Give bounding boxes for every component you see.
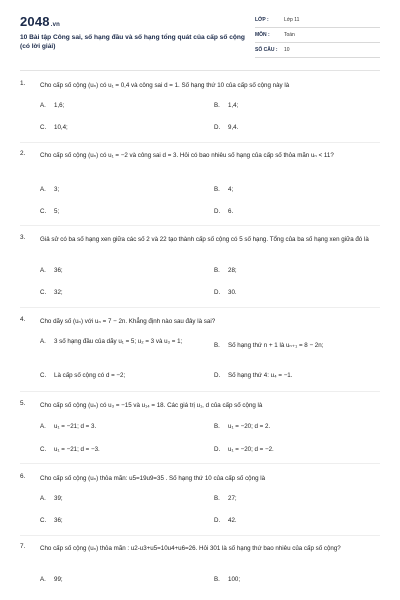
question-text: Cho cấp số cộng (uₙ) có u₁ = 0,4 và công sai d = 1. Số hạng thứ 10 của cấp số cộng này là — [40, 82, 290, 89]
option-text: 9,4. — [228, 124, 239, 131]
option-text: 30. — [228, 289, 237, 296]
question-divider — [20, 307, 380, 308]
option-c[interactable]: C. 5; — [40, 208, 60, 215]
option-a[interactable]: A. 3 số hạng đầu của dãy u₁ = 5; u₂ = 3 và u₃ = 1; — [40, 337, 200, 346]
option-b[interactable]: B. 1,4; — [214, 102, 239, 109]
option-text: 100; — [228, 576, 241, 583]
option-b[interactable]: B. 4; — [214, 186, 234, 193]
question-text: Cho cấp số cộng (uₙ) có u₁ = −2 và công sai d = 3. Hỏi có bao nhiêu số hạng của cấp số thỏa mãn uₙ < 11? — [40, 152, 334, 159]
option-d[interactable]: D. 30. — [214, 289, 237, 296]
option-b[interactable]: B. u₁ = −20; d = 2. — [214, 423, 271, 430]
meta-value: 10 — [284, 47, 290, 53]
option-text: 42. — [228, 517, 237, 524]
question-number: 2. — [20, 150, 26, 157]
option-d[interactable]: D. Số hạng thứ 4: u₄ = −1. — [214, 372, 293, 379]
option-a[interactable]: A. 3; — [40, 186, 60, 193]
meta-key: MÔN : — [255, 32, 270, 38]
question-divider — [20, 142, 380, 143]
option-d[interactable]: D. 9,4. — [214, 124, 239, 131]
option-text: 3 số hạng đầu của dãy u₁ = 5; u₂ = 3 và u₃ = 1; — [54, 338, 183, 345]
option-b[interactable]: B. 28; — [214, 267, 237, 274]
logo-suffix: .vn — [50, 22, 61, 28]
option-b[interactable]: B. 100; — [214, 576, 241, 583]
question-text: Cho cấp số cộng (uₙ) có u₃ = −15 và u₁₄ = 18. Các giá trị u₁, d của cấp số cộng là — [40, 402, 263, 409]
question-divider — [20, 225, 380, 226]
site-logo[interactable] — [20, 14, 60, 29]
meta-key: SỐ CÂU : — [255, 47, 278, 53]
question-number: 3. — [20, 234, 26, 241]
option-b[interactable]: B. Số hạng thứ n + 1 là uₙ₊₁ = 8 − 2n; — [214, 341, 394, 350]
option-text: Số hạng thứ n + 1 là uₙ₊₁ = 8 − 2n; — [228, 342, 324, 349]
question-number: 1. — [20, 80, 26, 87]
option-text: u₁ = −20; d = 2. — [228, 423, 271, 430]
option-text: 10,4; — [54, 124, 68, 131]
option-text: u₁ = −20; d = −2. — [228, 446, 274, 453]
option-text: 27; — [228, 495, 237, 502]
option-c[interactable]: C. u₁ = −21; d = −3. — [40, 446, 100, 453]
question-text: Cho cấp số cộng (uₙ) thỏa mãn: u5=19u9=35 . Số hạng thứ 10 của cấp số cộng là — [40, 475, 266, 482]
option-a[interactable]: A. 39; — [40, 495, 63, 502]
option-text: 36; — [54, 517, 63, 524]
option-a[interactable]: A. u₁ = −21; d = 3. — [40, 423, 97, 430]
meta-row-class — [255, 13, 380, 28]
question-number: 4. — [20, 316, 26, 323]
option-text: 1,6; — [54, 102, 65, 109]
option-text: u₁ = −21; d = −3. — [54, 446, 100, 453]
option-text: 32; — [54, 289, 63, 296]
option-a[interactable]: A. 36; — [40, 267, 63, 274]
option-text: 1,4; — [228, 102, 239, 109]
option-d[interactable]: D. u₁ = −20; d = −2. — [214, 446, 274, 453]
option-text: Số hạng thứ 4: u₄ = −1. — [228, 372, 293, 379]
question-number: 6. — [20, 473, 26, 480]
option-text: 5; — [54, 208, 60, 215]
meta-info — [255, 13, 380, 58]
meta-row-subject — [255, 28, 380, 43]
question-divider — [20, 535, 380, 536]
option-text: Là cấp số cộng có d = −2; — [54, 372, 126, 379]
meta-value: Toán — [284, 32, 295, 38]
question-text: Cho dãy số (uₙ) với uₙ = 7 − 2n. Khẳng định nào sau đây là sai? — [40, 318, 216, 325]
option-d[interactable]: D. 6. — [214, 208, 234, 215]
option-a[interactable]: A. 1,6; — [40, 102, 65, 109]
question-text: Cho cấp số cộng (uₙ) thỏa mãn : u2-u3+u5=10u4+u6=26. Hỏi 301 là số hạng thứ bao nhiêu của cấp số cộng? — [40, 545, 341, 552]
option-d[interactable]: D. 42. — [214, 517, 237, 524]
document-header — [0, 0, 400, 70]
logo-main: 2048 — [20, 14, 50, 29]
meta-key: LỚP : — [255, 17, 269, 23]
option-b[interactable]: B. 27; — [214, 495, 237, 502]
meta-value: Lớp 11 — [284, 17, 300, 23]
document-title: 10 Bài tập Công sai, số hạng đầu và số hạng tổng quát của cấp số cộng (có lời giải) — [20, 34, 245, 50]
option-text: 28; — [228, 267, 237, 274]
meta-row-count — [255, 43, 380, 58]
question-divider — [20, 391, 380, 392]
option-a[interactable]: A. 99; — [40, 576, 63, 583]
option-text: 3; — [54, 186, 60, 193]
question-number: 5. — [20, 400, 26, 407]
option-c[interactable]: C. 10,4; — [40, 124, 68, 131]
option-text: 39; — [54, 495, 63, 502]
option-c[interactable]: C. 36; — [40, 517, 63, 524]
question-divider — [20, 463, 380, 464]
option-text: 99; — [54, 576, 63, 583]
option-text: 6. — [228, 208, 234, 215]
option-text: u₁ = −21; d = 3. — [54, 423, 97, 430]
option-c[interactable]: C. 32; — [40, 289, 63, 296]
question-number: 7. — [20, 543, 26, 550]
option-text: 4; — [228, 186, 234, 193]
option-text: 36; — [54, 267, 63, 274]
question-text: Giả sử có ba số hạng xen giữa các số 2 và 22 tạo thành cấp số cộng có 5 số hạng. Tổng của ba số hạng xen giữa đó là — [40, 236, 369, 243]
header-divider — [20, 70, 380, 71]
option-c[interactable]: C. Là cấp số cộng có d = −2; — [40, 372, 126, 379]
